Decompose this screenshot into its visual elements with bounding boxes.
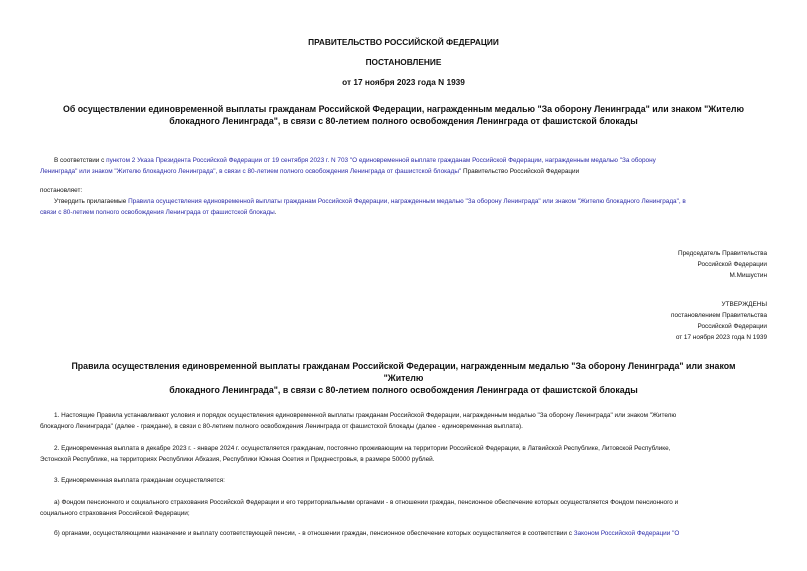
rules-title-line: блокадного Ленинграда", в связи с 80-летием полного освобождения Ленинграда от фашистской блокады xyxy=(169,385,638,395)
signature-name: М.Мишустин xyxy=(729,272,767,279)
signature-block xyxy=(678,248,767,281)
document-title-line: блокадного Ленинграда", в связи с 80-летием полного освобождения Ленинграда от фашистской блокады xyxy=(169,116,638,126)
decree-link[interactable]: пунктом 2 Указа Президента Российской Федерации от 19 сентября 2023 г. N 703 "О единовременной выплате гражданам Российской Федерации, награжденным медалью "За оборону xyxy=(106,157,656,164)
rules-link[interactable]: Правила осуществления единовременной выплаты гражданам Российской Федерации, награжденным медалью "За оборону Ленинграда" или знаком "Жителю блокадного Ленинграда", в xyxy=(128,198,686,205)
rules-item-line: 2. Единовременная выплата в декабре 2023 г. - январе 2024 г. осуществляется гражданам, постоянно проживающим на территории Российской Федерации, в Латвийской Республике, Литовской Республике, xyxy=(54,445,671,452)
law-link[interactable]: Законом Российской Федерации "О xyxy=(573,530,680,537)
rules-item-line: Эстонской Республике, на территориях Республики Абхазия, Республики Южная Осетия и Приднестровья, в размере 50000 рублей. xyxy=(40,456,435,463)
rules-item-1 xyxy=(40,410,767,432)
rules-item-2 xyxy=(40,443,767,465)
rules-item-line: а) Фондом пенсионного и социального страхования Российской Федерации и его территориальными органами - в отношении граждан, пенсионное обеспечение которых осуществляется Фондом пенсионного и xyxy=(54,499,679,506)
rules-item-line: социального страхования Российской Федерации; xyxy=(40,510,190,517)
approval-lead: Утвердить прилагаемые xyxy=(54,198,129,205)
document-title xyxy=(60,103,747,127)
approval-end: . xyxy=(274,209,277,216)
approval-paragraph xyxy=(40,196,767,218)
rules-item-3: 3. Единовременная выплата гражданам осуществляется: xyxy=(54,477,225,484)
signature-org: Российской Федерации xyxy=(697,261,767,268)
rules-title xyxy=(60,360,747,396)
rules-item-line: блокадного Ленинграда" (далее - граждане), в связи с 80-летием полного освобождения Ленинграда от фашистской блокады (далее - единовременная выплата). xyxy=(40,423,523,430)
rules-item-3b xyxy=(54,528,767,539)
approval-stamp-line: постановлением Правительства xyxy=(671,312,767,319)
approval-stamp-line: от 17 ноября 2023 года N 1939 xyxy=(675,334,767,341)
approval-stamp xyxy=(671,299,767,343)
document-date-number: от 17 ноября 2023 года N 1939 xyxy=(342,77,465,87)
preamble-paragraph xyxy=(40,155,767,177)
rules-item-line: б) органами, осуществляющими назначение и выплату соответствующей пенсии, - в отношении граждан, пенсионное обеспечение которых осуществляется в соответствии с xyxy=(54,530,574,537)
government-heading: ПРАВИТЕЛЬСТВО РОССИЙСКОЙ ФЕДЕРАЦИИ xyxy=(308,37,499,47)
rules-item-line: 1. Настоящие Правила устанавливают условия и порядок осуществления единовременной выплаты гражданам Российской Федерации, награжденным медалью "За оборону Ленинграда" или знаком "Жителю xyxy=(54,412,677,419)
preamble-lead: В соответствии с xyxy=(54,157,107,164)
signature-position: Председатель Правительства xyxy=(678,250,767,257)
decree-link[interactable]: Ленинграда" или знаком "Жителю блокадного Ленинграда", в связи с 80-летием полного освобождения Ленинграда от фашистской блокады" xyxy=(40,168,462,175)
document-title-line: Об осуществлении единовременной выплаты гражданам Российской Федерации, награжденным медалью "За оборону Ленинграда" или знаком "Жителю xyxy=(63,104,744,114)
approval-stamp-line: Российской Федерации xyxy=(697,323,767,330)
rules-title-line: Правила осуществления единовременной выплаты гражданам Российской Федерации, награжденным медалью "За оборону Ленинграда" или знаком "Жителю xyxy=(71,361,736,383)
approval-stamp-line: УТВЕРЖДЕНЫ xyxy=(721,301,767,308)
rules-item-3a xyxy=(40,497,767,519)
document-type: ПОСТАНОВЛЕНИЕ xyxy=(365,57,442,67)
preamble-tail: Правительство Российской Федерации xyxy=(461,168,580,175)
decides-text: постановляет: xyxy=(40,187,83,194)
rules-link[interactable]: связи с 80-летием полного освобождения Ленинграда от фашистской блокады xyxy=(40,209,275,216)
